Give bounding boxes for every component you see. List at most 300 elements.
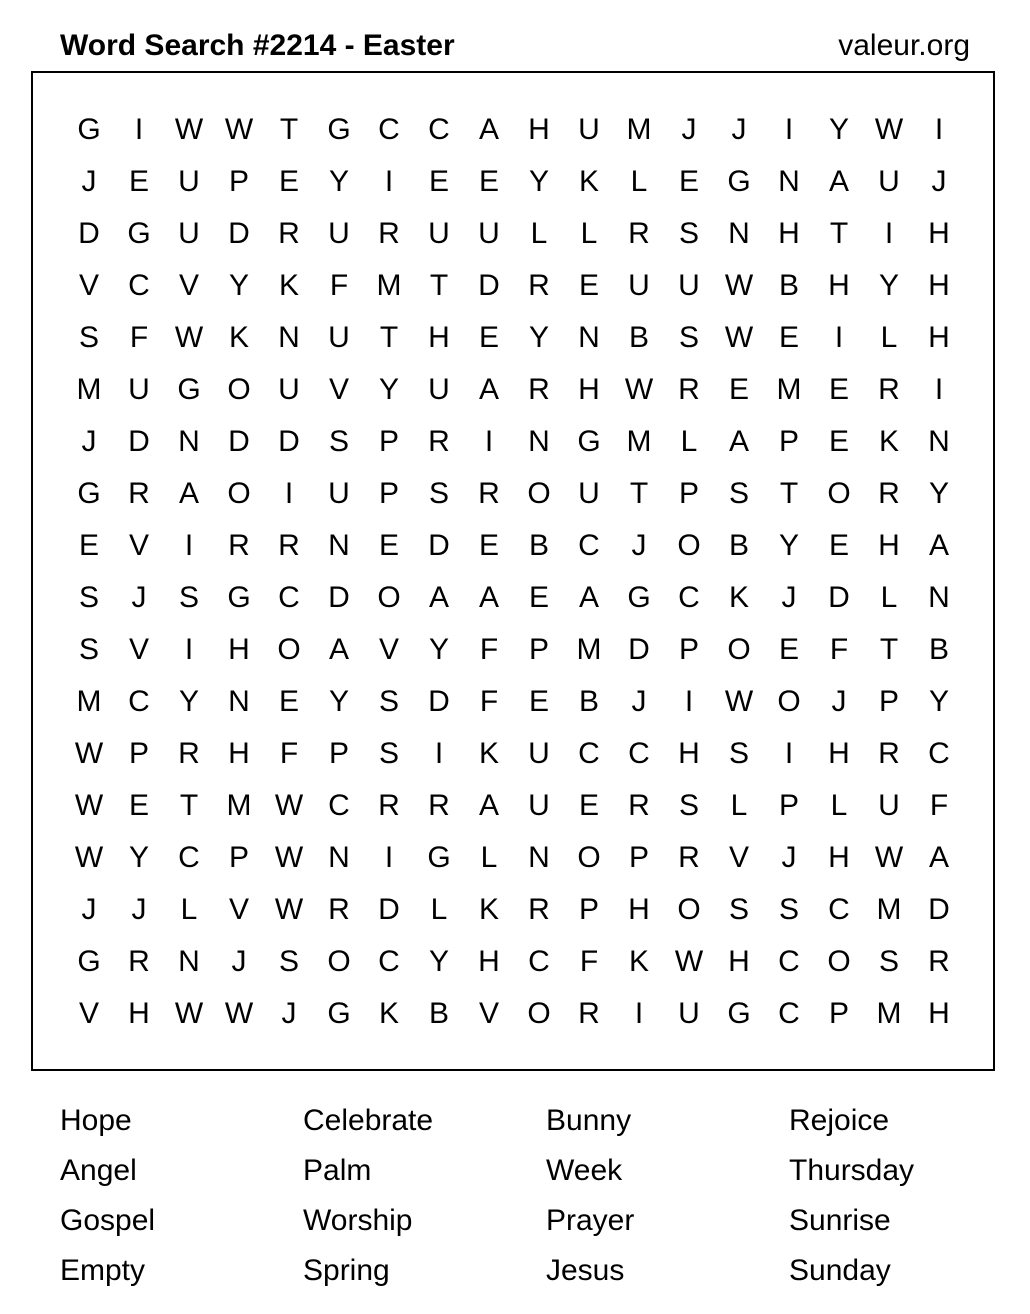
word-list-item: Thursday [789, 1154, 915, 1187]
grid-letter: W [724, 685, 754, 718]
grid-letter: I [834, 321, 844, 354]
grid-letter: K [628, 945, 649, 978]
grid-letter: N [278, 321, 300, 354]
grid-letter: J [131, 893, 147, 926]
grid-letter: W [274, 841, 304, 874]
grid-letter: J [631, 529, 647, 562]
grid-letter: B [578, 685, 599, 718]
grid-letter: M [776, 373, 802, 406]
grid-letter: G [727, 165, 751, 198]
grid-letter: S [878, 945, 899, 978]
grid-letter: A [828, 165, 849, 198]
grid-letter: W [174, 321, 204, 354]
grid-letter: S [678, 789, 699, 822]
word-list-item: Empty [60, 1254, 146, 1287]
grid-letter: R [878, 737, 900, 770]
word-list-item: Spring [303, 1254, 390, 1287]
grid-letter: P [128, 737, 149, 770]
word-list-item: Prayer [546, 1204, 635, 1237]
grid-letter: I [184, 529, 194, 562]
grid-letter: K [228, 321, 249, 354]
grid-letter: D [378, 893, 400, 926]
grid-letter: I [684, 685, 694, 718]
grid-letter: S [378, 737, 399, 770]
grid-letter: Y [328, 165, 349, 198]
grid-letter: N [578, 321, 600, 354]
grid-letter: R [378, 789, 400, 822]
grid-letter: U [478, 217, 500, 250]
grid-letter: M [626, 425, 652, 458]
grid-letter: D [428, 685, 450, 718]
grid-letter: A [478, 373, 499, 406]
grid-letter: D [228, 217, 250, 250]
grid-letter: G [577, 425, 601, 458]
grid-letter: H [928, 997, 950, 1030]
grid-letter: C [128, 269, 150, 302]
grid-letter: F [929, 789, 949, 822]
grid-letter: C [628, 737, 650, 770]
grid-letter: R [528, 893, 550, 926]
grid-letter: A [428, 581, 449, 614]
grid-letter: K [578, 165, 599, 198]
grid-letter: S [428, 477, 449, 510]
grid-letter: S [78, 321, 99, 354]
grid-letter: K [378, 997, 399, 1030]
grid-letter: B [528, 529, 549, 562]
grid-letter: Y [778, 529, 799, 562]
grid-letter: E [428, 165, 449, 198]
grid-letter: I [384, 841, 394, 874]
grid-letter: R [128, 477, 150, 510]
grid-letter: H [228, 633, 250, 666]
grid-letter: H [728, 945, 750, 978]
grid-letter: U [678, 269, 700, 302]
grid-letter: O [777, 685, 801, 718]
grid-letter: L [680, 425, 698, 458]
grid-letter: E [828, 529, 849, 562]
grid-letter: E [378, 529, 399, 562]
grid-letter: A [478, 113, 499, 146]
grid-letter: Y [228, 269, 249, 302]
grid-letter: N [178, 945, 200, 978]
grid-letter: V [378, 633, 399, 666]
grid-letter: I [434, 737, 444, 770]
grid-letter: P [378, 425, 399, 458]
grid-letter: O [677, 893, 701, 926]
grid-letter: K [478, 737, 499, 770]
grid-letter: G [127, 217, 151, 250]
site-name: valeur.org [838, 29, 970, 62]
grid-letter: U [278, 373, 300, 406]
grid-letter: J [681, 113, 697, 146]
grid-letter: I [484, 425, 494, 458]
grid-letter: T [279, 113, 299, 146]
grid-letter: U [678, 997, 700, 1030]
grid-letter: D [428, 529, 450, 562]
grid-letter: H [128, 997, 150, 1030]
grid-letter: M [76, 685, 102, 718]
word-list-item: Palm [303, 1154, 372, 1187]
grid-letter: U [578, 113, 600, 146]
grid-letter: S [78, 633, 99, 666]
grid-letter: A [928, 529, 949, 562]
word-list-item: Celebrate [303, 1104, 434, 1137]
grid-letter: C [178, 841, 200, 874]
grid-letter: S [778, 893, 799, 926]
grid-letter: P [228, 165, 249, 198]
grid-letter: U [878, 789, 900, 822]
grid-letter: N [728, 217, 750, 250]
grid-letter: R [928, 945, 950, 978]
grid-letter: S [178, 581, 199, 614]
grid-letter: F [329, 269, 349, 302]
grid-letter: T [379, 321, 399, 354]
grid-letter: T [829, 217, 849, 250]
grid-letter: Y [178, 685, 199, 718]
grid-letter: P [528, 633, 549, 666]
grid-letter: S [728, 893, 749, 926]
grid-letter: U [628, 269, 650, 302]
grid-letter: E [578, 269, 599, 302]
grid-letter: R [478, 477, 500, 510]
grid-letter: V [128, 529, 149, 562]
grid-letter: H [578, 373, 600, 406]
grid-letter: P [678, 477, 699, 510]
grid-letter: W [74, 789, 104, 822]
grid-letter: F [279, 737, 299, 770]
grid-letter: R [178, 737, 200, 770]
grid-letter: J [81, 165, 97, 198]
grid-letter: A [578, 581, 599, 614]
puzzle-title: Word Search #2214 - Easter [60, 29, 455, 62]
grid-letter: W [274, 893, 304, 926]
grid-letter: C [428, 113, 450, 146]
grid-letter: R [378, 217, 400, 250]
grid-letter: R [628, 789, 650, 822]
grid-letter: M [576, 633, 602, 666]
grid-letter: P [228, 841, 249, 874]
grid-letter: J [631, 685, 647, 718]
grid-letter: R [278, 217, 300, 250]
grid-letter: R [628, 217, 650, 250]
grid-letter: H [678, 737, 700, 770]
grid-letter: U [128, 373, 150, 406]
grid-letter: I [384, 165, 394, 198]
grid-letter: O [377, 581, 401, 614]
grid-letter: N [178, 425, 200, 458]
grid-letter: S [278, 945, 299, 978]
grid-letter: Y [128, 841, 149, 874]
grid-letter: H [828, 737, 850, 770]
grid-letter: R [878, 477, 900, 510]
grid-letter: W [724, 321, 754, 354]
grid-letter: L [530, 217, 548, 250]
grid-letter: R [328, 893, 350, 926]
grid-letter: P [778, 425, 799, 458]
grid-letter: N [228, 685, 250, 718]
word-list-item: Gospel [60, 1204, 156, 1237]
grid-letter: W [874, 113, 904, 146]
grid-letter: P [878, 685, 899, 718]
grid-letter: W [724, 269, 754, 302]
grid-letter: O [227, 477, 251, 510]
grid-letter: O [327, 945, 351, 978]
grid-letter: C [678, 581, 700, 614]
grid-letter: E [528, 685, 549, 718]
grid-letter: I [784, 113, 794, 146]
grid-letter: R [578, 997, 600, 1030]
grid-letter: W [274, 789, 304, 822]
grid-letter: Y [428, 945, 449, 978]
grid-letter: E [278, 165, 299, 198]
grid-letter: C [578, 529, 600, 562]
grid-letter: H [928, 269, 950, 302]
word-list-item: Jesus [546, 1254, 625, 1287]
grid-letter: G [727, 997, 751, 1030]
grid-letter: F [579, 945, 599, 978]
grid-letter: N [928, 581, 950, 614]
grid-letter: H [928, 321, 950, 354]
word-list-item: Week [546, 1154, 623, 1187]
grid-letter: R [878, 373, 900, 406]
grid-letter: V [328, 373, 349, 406]
grid-letter: C [778, 997, 800, 1030]
grid-letter: E [778, 633, 799, 666]
grid-letter: G [77, 477, 101, 510]
grid-letter: W [174, 113, 204, 146]
grid-letter: R [128, 945, 150, 978]
grid-letter: D [228, 425, 250, 458]
grid-letter: L [880, 581, 898, 614]
grid-letter: W [224, 113, 254, 146]
grid-letter: V [228, 893, 249, 926]
grid-letter: I [884, 217, 894, 250]
word-list [60, 1096, 1030, 1296]
grid-letter: O [227, 373, 251, 406]
grid-letter: U [578, 477, 600, 510]
grid-letter: N [528, 841, 550, 874]
grid-letter: W [874, 841, 904, 874]
grid-letter: F [479, 633, 499, 666]
grid-letter: N [928, 425, 950, 458]
grid-letter: H [628, 893, 650, 926]
grid-letter: I [784, 737, 794, 770]
grid-letter: V [728, 841, 749, 874]
grid-letter: A [478, 789, 499, 822]
grid-letter: B [628, 321, 649, 354]
grid-letter: J [831, 685, 847, 718]
grid-letter: M [626, 113, 652, 146]
grid-letter: D [478, 269, 500, 302]
grid-letter: J [131, 581, 147, 614]
grid-letter: L [480, 841, 498, 874]
grid-letter: O [527, 997, 551, 1030]
grid-letter: D [128, 425, 150, 458]
grid-letter: J [231, 945, 247, 978]
grid-letter: L [430, 893, 448, 926]
grid-letter: A [478, 581, 499, 614]
grid-letter: J [781, 581, 797, 614]
grid-letter: L [730, 789, 748, 822]
grid-letter: D [328, 581, 350, 614]
grid-letter: E [478, 529, 499, 562]
grid-letter: T [629, 477, 649, 510]
grid-letter: E [478, 165, 499, 198]
grid-letter: W [674, 945, 704, 978]
grid-letter: I [934, 373, 944, 406]
grid-letter: U [328, 321, 350, 354]
grid-letter: M [876, 997, 902, 1030]
grid-letter: T [779, 477, 799, 510]
grid-letter: E [678, 165, 699, 198]
grid-letter: G [327, 113, 351, 146]
grid-letter: Y [528, 321, 549, 354]
letter-grid [64, 104, 964, 1040]
grid-letter: D [928, 893, 950, 926]
grid-letter: E [728, 373, 749, 406]
grid-letter: F [129, 321, 149, 354]
word-list-item: Angel [60, 1154, 137, 1187]
grid-letter: Y [428, 633, 449, 666]
grid-letter: U [528, 737, 550, 770]
grid-letter: I [134, 113, 144, 146]
grid-letter: D [278, 425, 300, 458]
grid-letter: U [178, 217, 200, 250]
grid-letter: W [74, 737, 104, 770]
grid-letter: A [928, 841, 949, 874]
grid-letter: B [928, 633, 949, 666]
word-list-item: Hope [60, 1104, 132, 1137]
grid-letter: E [828, 373, 849, 406]
grid-letter: G [77, 113, 101, 146]
grid-letter: K [478, 893, 499, 926]
grid-letter: P [828, 997, 849, 1030]
grid-letter: E [528, 581, 549, 614]
grid-letter: L [580, 217, 598, 250]
grid-letter: S [328, 425, 349, 458]
grid-letter: U [428, 373, 450, 406]
grid-letter: Y [528, 165, 549, 198]
grid-letter: S [78, 581, 99, 614]
grid-letter: S [678, 321, 699, 354]
grid-letter: U [878, 165, 900, 198]
grid-letter: J [281, 997, 297, 1030]
grid-letter: N [778, 165, 800, 198]
grid-letter: C [778, 945, 800, 978]
grid-letter: I [184, 633, 194, 666]
grid-letter: D [628, 633, 650, 666]
grid-letter: C [278, 581, 300, 614]
grid-letter: U [428, 217, 450, 250]
grid-letter: U [528, 789, 550, 822]
grid-letter: R [228, 529, 250, 562]
grid-letter: P [628, 841, 649, 874]
grid-letter: Y [928, 477, 949, 510]
grid-letter: T [429, 269, 449, 302]
grid-letter: R [528, 269, 550, 302]
grid-letter: N [528, 425, 550, 458]
grid-letter: V [178, 269, 199, 302]
grid-letter: H [928, 217, 950, 250]
grid-letter: P [778, 789, 799, 822]
grid-letter: M [876, 893, 902, 926]
grid-letter: Y [878, 269, 899, 302]
grid-letter: S [378, 685, 399, 718]
grid-letter: Y [828, 113, 849, 146]
grid-letter: H [478, 945, 500, 978]
grid-letter: U [328, 217, 350, 250]
grid-letter: D [828, 581, 850, 614]
grid-letter: G [77, 945, 101, 978]
grid-letter: V [128, 633, 149, 666]
grid-letter: E [828, 425, 849, 458]
grid-letter: D [78, 217, 100, 250]
grid-letter: I [934, 113, 944, 146]
grid-letter: M [376, 269, 402, 302]
grid-letter: L [630, 165, 648, 198]
grid-letter: C [378, 113, 400, 146]
grid-letter: Y [928, 685, 949, 718]
grid-letter: W [174, 997, 204, 1030]
grid-letter: T [879, 633, 899, 666]
grid-letter: P [578, 893, 599, 926]
grid-letter: H [878, 529, 900, 562]
word-list-item: Bunny [546, 1104, 632, 1137]
grid-letter: O [527, 477, 551, 510]
grid-letter: K [728, 581, 749, 614]
grid-letter: A [178, 477, 199, 510]
grid-letter: G [627, 581, 651, 614]
grid-letter: C [328, 789, 350, 822]
grid-letter: L [830, 789, 848, 822]
word-list-item: Sunrise [789, 1204, 891, 1237]
word-list-item: Worship [303, 1204, 413, 1237]
grid-letter: N [328, 841, 350, 874]
grid-letter: O [827, 945, 851, 978]
grid-letter: P [328, 737, 349, 770]
grid-letter: C [128, 685, 150, 718]
grid-letter: E [128, 165, 149, 198]
grid-letter: G [227, 581, 251, 614]
grid-letter: B [428, 997, 449, 1030]
grid-letter: T [179, 789, 199, 822]
grid-letter: J [731, 113, 747, 146]
grid-letter: O [277, 633, 301, 666]
grid-letter: C [528, 945, 550, 978]
grid-letter: C [928, 737, 950, 770]
grid-letter: C [378, 945, 400, 978]
grid-letter: P [378, 477, 399, 510]
grid-letter: R [428, 425, 450, 458]
grid-letter: R [678, 841, 700, 874]
grid-letter: I [634, 997, 644, 1030]
grid-letter: P [678, 633, 699, 666]
grid-letter: R [528, 373, 550, 406]
grid-letter: R [428, 789, 450, 822]
grid-letter: W [224, 997, 254, 1030]
grid-letter: A [328, 633, 349, 666]
grid-letter: J [931, 165, 947, 198]
grid-letter: J [81, 893, 97, 926]
grid-letter: O [677, 529, 701, 562]
grid-letter: C [578, 737, 600, 770]
grid-letter: R [278, 529, 300, 562]
grid-letter: S [678, 217, 699, 250]
grid-letter: A [728, 425, 749, 458]
grid-letter: U [178, 165, 200, 198]
grid-letter: B [778, 269, 799, 302]
grid-letter: V [478, 997, 499, 1030]
